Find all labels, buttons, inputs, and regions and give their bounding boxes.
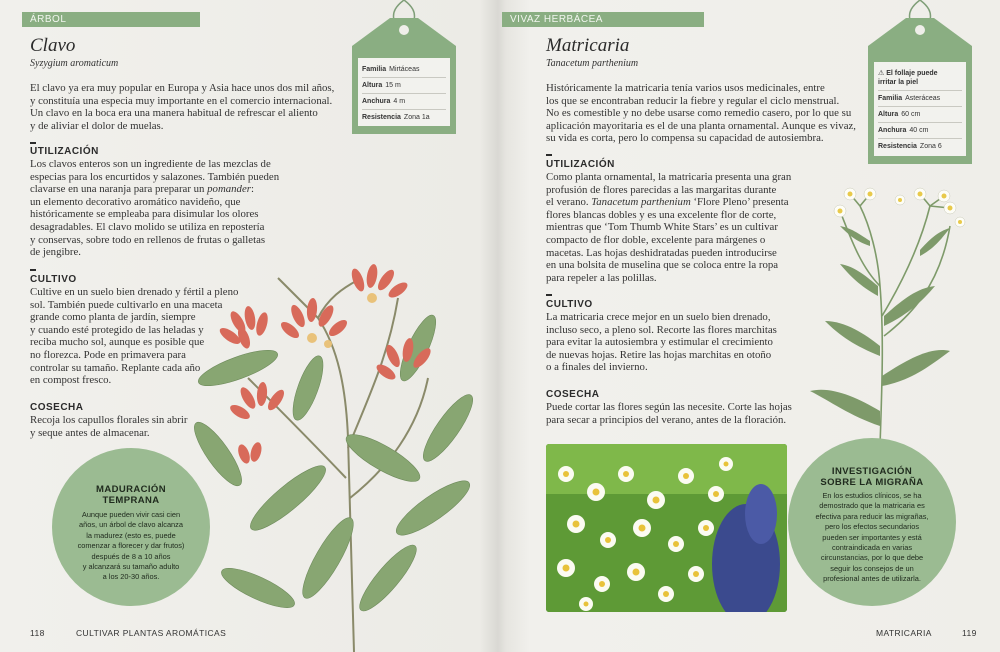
page-number: 119	[962, 628, 977, 638]
latin-name: Tanacetum parthenium	[546, 58, 639, 69]
intro-paragraph: El clavo ya era muy popular en Europa y Asia hace unos dos mil años, y constituía una especia muy importante en el comercio internacional. Un clavo en la boca era una manera habitual de refrescar el aliento y de aliviar el dolor de muelas.	[30, 82, 335, 132]
clove-plant-illustration	[178, 258, 500, 652]
section-heading: UTILIZACIÓN	[546, 159, 615, 170]
tag-row-width: Anchura 4 m	[362, 93, 446, 109]
tag-row-height: Altura 60 cm	[878, 106, 962, 122]
feverfew-plant-illustration	[800, 186, 970, 446]
section-dash	[546, 154, 552, 156]
section-dash	[30, 269, 36, 271]
running-head: MATRICARIA	[876, 628, 932, 638]
tag-warning: ⚠ El follaje puede irritar la piel	[878, 70, 938, 86]
feverfew-photo	[546, 444, 787, 612]
section-heading: CULTIVO	[30, 274, 77, 285]
category-bar: ÁRBOL	[22, 12, 200, 27]
tag-row-family: Familia Mirtáceas	[362, 66, 420, 73]
category-bar: VIVAZ HERBÁCEA	[502, 12, 704, 27]
section-heading: COSECHA	[30, 402, 84, 413]
tag-details	[362, 62, 446, 125]
tag-details	[878, 66, 962, 154]
section-text: Cultive en un suelo bien drenado y fértil a pleno sol. También puede cultivarlo en una maceta grande como planta de jardín, siempre y cuando esté protegido de las heladas y reciba mucho sol, aunque es posible que no florezca. Pode en primavera para controlar su tamaño. Replante cada año en compost fresco.	[30, 286, 239, 387]
warning-icon: ⚠	[878, 70, 885, 77]
tag-row-family: Familia Asteráceas	[878, 90, 962, 106]
section-heading: CULTIVO	[546, 299, 593, 310]
right-page	[500, 0, 1000, 652]
section-dash	[546, 294, 552, 296]
section-heading: COSECHA	[546, 389, 600, 400]
section-text: Los clavos enteros son un ingrediente de las mezclas de especias para los encurtidos y salazones. También pueden clavarse en una naranja para preparar un pomander: un elemento decorativo aromático navideño, que históricamente se empleaba para disimular los olores desagradables. El clavo molido se utiliza en repostería y conservas, sobre todo en rellenos de frutas o galletas de jengibre.	[30, 158, 280, 259]
section-text: Como planta ornamental, la matricaria presenta una gran profusión de flores parecidas a las margaritas durante el verano. Tanacetum parthenium ‘Flore Pleno’ presenta flores blancas dobles y es una excelente flor de corte, mientras que ‘Tom Thumb White Stars’ es un cultivar compacto de flor doble, excelente para márgenes o macetas. Las hojas deshidratadas pueden introducirse en una bolsita de muselina que se coloca entre la ropa para repeler a las polillas.	[546, 171, 792, 284]
tag-row-width: Anchura 40 cm	[878, 122, 962, 138]
info-tag	[864, 0, 976, 166]
plant-title: Clavo	[30, 35, 76, 56]
flower-photo-image	[546, 444, 787, 612]
running-head: CULTIVAR PLANTAS AROMÁTICAS	[76, 628, 227, 638]
plant-title: Matricaria	[546, 35, 630, 56]
section-text: La matricaria crece mejor en un suelo bien drenado, incluso seco, a pleno sol. Recorte las flores marchitas para evitar la autosiembra y estimular el crecimiento de nuevas hojas. Retire las hojas marchitas en otoño o a finales del invierno.	[546, 311, 777, 374]
page-number: 118	[30, 628, 45, 638]
section-heading: UTILIZACIÓN	[30, 146, 99, 157]
info-tag	[348, 0, 460, 136]
info-circle: MADURACIÓN TEMPRANA Aunque pueden vivir casi cien años, un árbol de clavo alcanza la madurez (esto es, puede comenzar a florecer y dar frutos) después de 8 a 10 años y alcanzará su tamaño adulto a los 20-30 años.	[52, 448, 210, 606]
section-text: Recoja los capullos florales sin abrir y seque antes de almacenar.	[30, 414, 188, 439]
intro-paragraph: Históricamente la matricaria tenía varios usos medicinales, entre los que se encontraban reducir la fiebre y regular el ciclo menstrual. No es comestible y no debe usarse como remedio casero, por lo que su aplicación mayoritaria es el de una planta ornamental. Aunque es vivaz, su vida es corta, pero lo compensa su capacidad de autosiembra.	[546, 82, 856, 145]
section-dash	[30, 142, 36, 144]
latin-name: Syzygium aromaticum	[30, 58, 119, 69]
section-text: Puede cortar las flores según las necesite. Corte las hojas para secar a principios del verano, antes de la floración.	[546, 401, 792, 426]
tag-row-height: Altura 15 m	[362, 77, 446, 93]
info-circle: INVESTIGACIÓN SOBRE LA MIGRAÑA En los estudios clínicos, se ha demostrado que la matricaria es efectiva para reducir las migrañas, pero los efectos secundarios pueden ser importantes y está contraindicada en varias circunstancias, por lo que debe seguir los consejos de un profesional antes de utilizarla.	[788, 438, 956, 606]
tag-row-hardiness: Resistencia Zona 6	[878, 138, 962, 154]
tag-row-hardiness: Resistencia Zona 1a	[362, 109, 446, 125]
